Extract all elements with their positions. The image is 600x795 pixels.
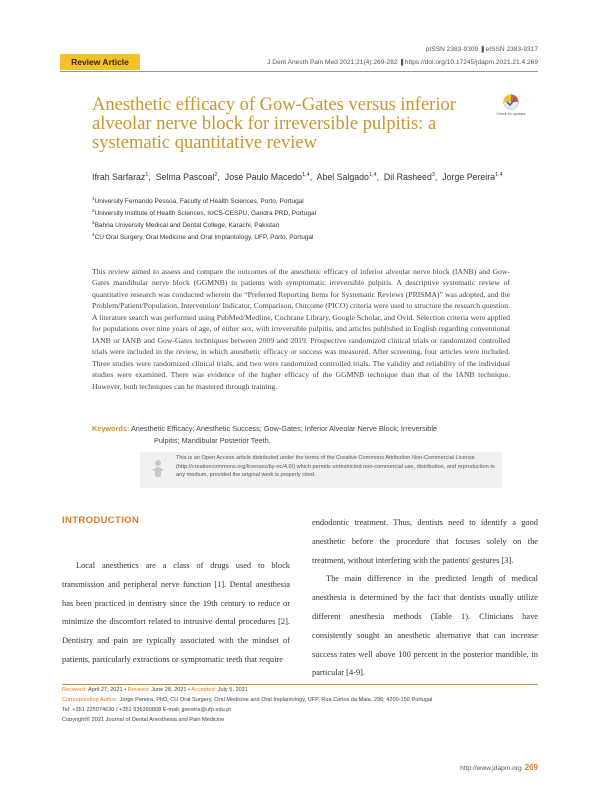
- affiliation-text: University Fernando Pessoa, Faculty of Health Sciences, Porto, Portugal: [94, 198, 304, 206]
- body-column-left: [62, 557, 290, 670]
- affiliation-sup: 4: [92, 232, 95, 237]
- affiliation: [92, 232, 314, 241]
- author-name: Abel Salgado: [316, 172, 369, 182]
- body-column-right: [312, 514, 538, 683]
- crossmark-label: Check for updates: [496, 112, 526, 116]
- author-name: Ifrah Sarfaraz: [92, 172, 146, 182]
- journal-reference[interactable]: J Dent Anesth Pain Med 2021;21(4):269-282 ❚https://doi.org/10.17245/jdapm.2021.21.4.269: [267, 59, 538, 66]
- copyright: Copyright© 2021 Journal of Dental Anesthesia and Pain Medicine: [62, 717, 225, 723]
- author-affil-sup: 2: [214, 172, 218, 179]
- author-name: Dil Rasheed: [383, 172, 432, 182]
- keywords: [92, 423, 510, 446]
- author-affil-sup: 1,4: [495, 172, 503, 179]
- author-list: Ifrah Sarfaraz$^1$, Selma Pascoal$^2$, José Paulo Macedo$^{1,4}$, Abel Salgado$^{1,4}$, Dil Rasheed$^3$, Jorge Pereira$^{1,4}$: [92, 172, 503, 182]
- accepted-label: Accepted:: [191, 687, 217, 693]
- affiliation: [92, 196, 304, 205]
- revised-date: June 28, 2021: [151, 687, 187, 693]
- abstract: This review aimed to assess and compare the outcomes of the anesthetic efficacy of inferior alveolar nerve block (IANB) and Gow-Gates mandibular nerve block (GGMNB) in patients with symptomatic irreversible pulpitis. A descriptive systematic review of quantitative research was conducted wherein the “Preferred Reporting Items for Systematic Reviews (PRISMA)” was adopted, and the Problem/Patient/Population, Intervention/ Indicator, Comparison, Outcome (PICO) criteria were used to structure the research question. A literature search was performed using PubMed/Medline, Cochrane Library, Google Scholar, and Ovid. Selection criteria were applied for populations over nine years of age, of either sex, with irreversible pulpitis, and articles published in English regarding conventional IANB or IANB and Gow-Gates techniques between 2009 and 2019. Prospective randomized clinical trials or randomized controlled trials were included in the review, in which anesthetic efficacy or success was measured. After screening, four articles were included. Three studies were randomized clinical trials, and two were randomized controlled trials. The validity and reliability of the individual studies were examined. There was evidence of the higher efficacy of the GGMNB technique than that of the IANB technique. However, both techniques can be mastered through training.: [92, 267, 510, 391]
- license-text: This is an Open Access article distributed under the terms of the Creative Commons Attribution Non-Commercial License (http://creativecommons.org/licenses/by-nc/4.0/) which permits unrestricted non-commercial use, distribution, and reproduction in any medium, provided the original work is properly cited.: [176, 455, 495, 479]
- revised-label: Revised:: [127, 687, 150, 693]
- keywords-line: Anesthetic Efficacy; Anesthetic Success; Gow-Gates; Inferior Alveolar Nerve Block; Irreversible: [130, 424, 437, 433]
- article-type-badge: Review Article: [60, 54, 140, 70]
- check-for-updates-icon[interactable]: [496, 93, 526, 121]
- received-label: Received:: [62, 687, 87, 693]
- creative-commons-icon: [146, 455, 170, 485]
- author-affil-sup: 1,4: [368, 172, 377, 179]
- keywords-line: Pulpitis; Mandibular Posterior Teeth.: [154, 435, 271, 445]
- footer-divider: [62, 684, 538, 685]
- paragraph: The main difference in the predicted length of medical anesthesia is determined by the fact that dentists usually utilize different anesthesia methods (Table 1). Clinicians have consistently sought an anesthetic alternative that can increase success rates well above 100 percent in the posterior mandible, in particular [4-9].: [312, 574, 538, 678]
- affiliation-sup: 3: [92, 220, 95, 225]
- corresponding-label: Corresponding Author:: [62, 697, 118, 703]
- author-name: Jorge Pereira: [442, 172, 496, 182]
- accepted-date: July 5, 2021: [217, 687, 248, 693]
- title-line: alveolar nerve block for irreversible pulpitis: a: [92, 114, 437, 134]
- affiliation-sup: 1: [92, 196, 95, 201]
- article-dates: Received: April 27, 2021 • Revised: June 28, 2021 • Accepted: July 5, 2021: [62, 687, 248, 693]
- received-date: April 27, 2021: [88, 687, 123, 693]
- page-footer: [460, 763, 538, 772]
- affiliation-text: Bahria University Medical and Dental College, Karachi, Pakistan: [94, 222, 280, 230]
- title-line: Anesthetic efficacy of Gow-Gates versus inferior: [92, 95, 456, 115]
- affiliation-sup: 2: [92, 208, 95, 213]
- author-affil-sup: 1,4: [302, 172, 310, 179]
- corresponding-author: [62, 697, 432, 703]
- journal-url[interactable]: http://www.jdapm.org: [460, 765, 522, 772]
- paragraph: Local anesthetics are a class of drugs used to block transmission and peripheral nerve function [1]. Dental anesthesia has been practiced in dentistry since the 19th century to reduce or minimize the discomfort related to intrusive dental procedures [2]. Dentistry and pain are typically associated with the mindset of patients, particularly extractions or symptomatic teeth that require: [62, 561, 290, 664]
- author-name: Selma Pascoal: [155, 172, 215, 182]
- issn-line: pISSN 2383-9309 ❚eISSN 2383-9317: [425, 46, 538, 53]
- affiliation-text: University Institute of Health Sciences, IUCS-CESPU, Gandra PRD, Portugal: [94, 210, 317, 218]
- author-name: José Paulo Macedo: [224, 172, 303, 182]
- author-affil-sup: 3: [431, 172, 435, 179]
- page-number: 269: [524, 763, 538, 772]
- corresponding-text: Jorge Pereira, PhD, CU Oral Surgery, Oral Medicine and Oral Implantology, UFP, Rua Carlos da Maia, 296; 4200-150 Portugal: [119, 697, 433, 703]
- author-affil-sup: 1: [145, 172, 149, 179]
- affiliation: [92, 220, 279, 229]
- paragraph: endodontic treatment. Thus, dentists need to identify a good anesthetic before the procedure that focuses solely on the treatment, without interfering with the patients' gestures [3].: [312, 518, 538, 565]
- affiliation: [92, 208, 316, 217]
- title-line: systematic quantitative review: [92, 133, 318, 153]
- section-title: INTRODUCTION: [62, 515, 140, 526]
- article-title: [92, 96, 492, 153]
- keywords-label: Keywords:: [92, 424, 130, 433]
- affiliation-text: CU Oral Surgery, Oral Medicine and Oral Implantology, UFP, Porto, Portugal: [94, 234, 314, 242]
- header-divider: [60, 71, 538, 72]
- contact-line: Tel: +351 225074630 / +351 936390808 E-mail: jpereira@ufp.edu.pt: [62, 707, 231, 713]
